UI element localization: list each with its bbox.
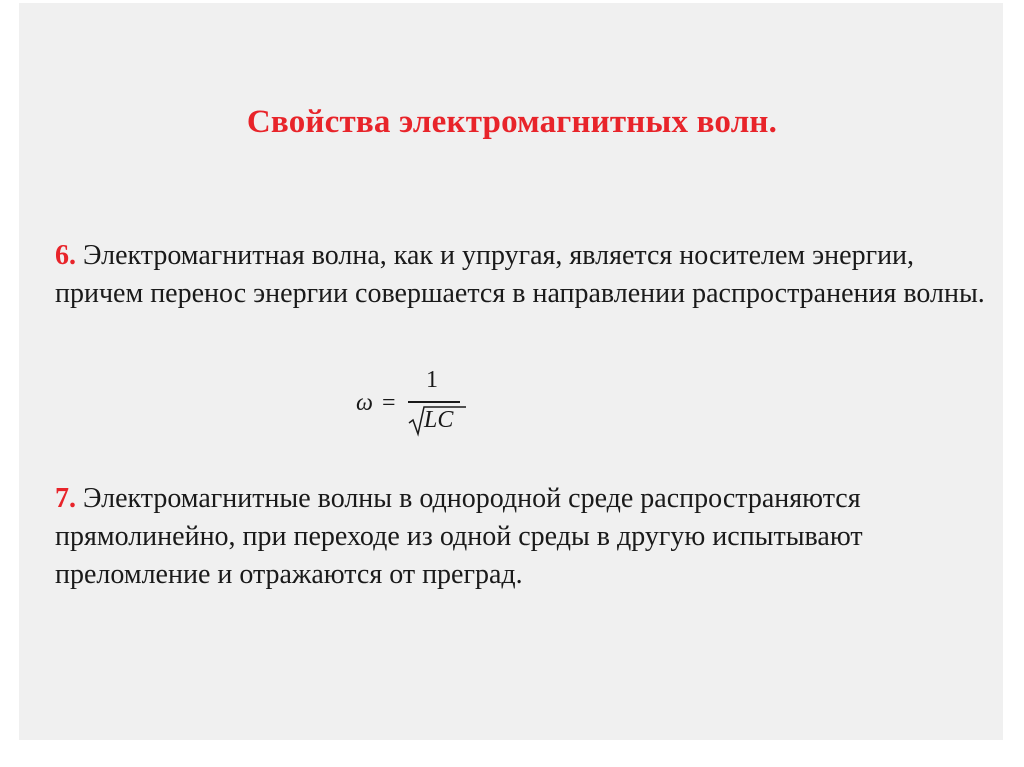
angular-frequency-formula (356, 367, 476, 437)
item-number: 7. (55, 483, 76, 514)
formula-denominator (408, 405, 468, 439)
item-text: Электромагнитные волны в однородной среде распространяются прямолинейно, при переходе из одной среды в другую испытывают преломление и отражаются от преград. (55, 483, 863, 590)
fraction-bar (408, 401, 460, 403)
formula-numerator: 1 (426, 367, 438, 393)
formula-omega: ω (356, 390, 373, 416)
formula-equals: = (382, 390, 396, 416)
property-item-7 (55, 480, 985, 594)
item-number: 6. (55, 240, 76, 271)
formula-radicand: LC (424, 407, 454, 433)
slide-title: Свойства электромагнитных волн. (246, 104, 778, 140)
item-text: Электромагнитная волна, как и упругая, является носителем энергии, причем перенос энергии совершается в направлении распространения волны. (55, 240, 985, 309)
property-item-6 (55, 237, 985, 313)
